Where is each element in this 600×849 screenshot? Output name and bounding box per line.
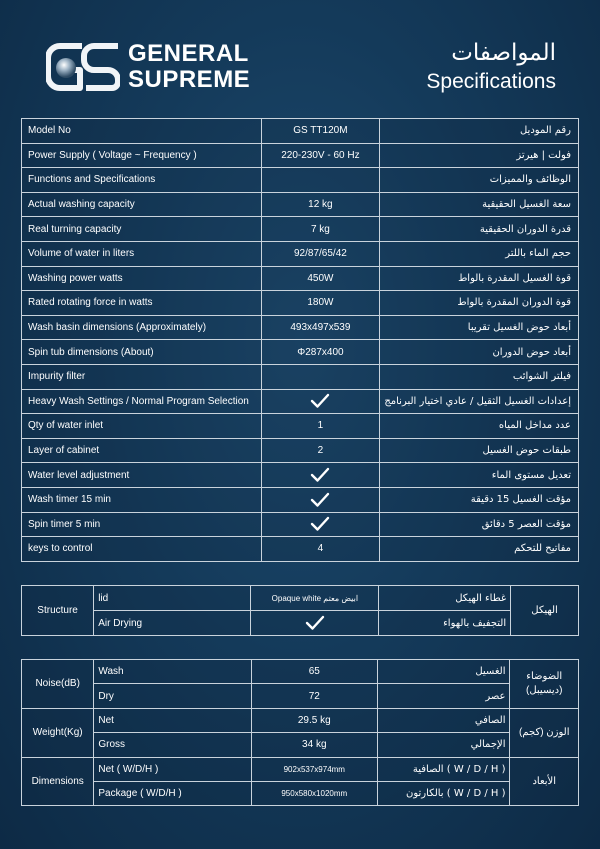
row-label-ar: عصر [377, 684, 510, 708]
table-row [22, 340, 579, 365]
spec-label-en: Volume of water in liters [22, 241, 262, 266]
check-icon [310, 393, 330, 409]
spec-label-ar: قوة الغسيل المقدرة بالواط [380, 266, 579, 291]
row-label-ar: بالكارتون ( W / D / H ) [377, 781, 510, 805]
spec-label-en: Water level adjustment [22, 463, 262, 488]
structure-table [21, 585, 579, 636]
spec-label-ar: مفاتيح للتحكم [380, 537, 579, 562]
row-label-en: Wash [94, 660, 251, 684]
spec-value: Φ287x400 [261, 340, 380, 365]
spec-label-ar: إعدادات الغسيل الثقيل / عادي اختيار البرنامج [380, 389, 579, 414]
spec-value [261, 389, 380, 414]
table-row [22, 487, 579, 512]
page-title-arabic: المواصفات [451, 40, 556, 66]
structure-label: Structure [22, 586, 94, 636]
weight-label-ar: الوزن (كجم) [510, 708, 579, 757]
row-value: 72 [251, 684, 377, 708]
spec-label-en: Wash basin dimensions (Approximately) [22, 315, 262, 340]
row-label-ar: الغسيل [377, 660, 510, 684]
table-row [22, 119, 579, 144]
spec-label-ar: رقم الموديل [380, 119, 579, 144]
spec-label-ar: فيلتر الشوائب [380, 364, 579, 389]
spec-value: 92/87/65/42 [261, 241, 380, 266]
row-value: 34 kg [251, 733, 377, 757]
physical-specs-table [21, 659, 579, 806]
check-icon [305, 615, 325, 631]
check-icon [310, 516, 330, 532]
spec-label-ar: قوة الدوران المقدرة بالواط [380, 291, 579, 316]
spec-value: 493x497x539 [261, 315, 380, 340]
table-row [22, 143, 579, 168]
check-icon [310, 467, 330, 483]
table-row [22, 781, 579, 805]
spec-value: GS TT120M [261, 119, 380, 144]
spec-value [261, 168, 380, 193]
table-row [22, 463, 579, 488]
spec-label-en: Model No [22, 119, 262, 144]
spec-label-en: Heavy Wash Settings / Normal Program Selection [22, 389, 262, 414]
spec-label-en: Spin tub dimensions (About) [22, 340, 262, 365]
spec-label-en: keys to control [22, 537, 262, 562]
spec-value [261, 487, 380, 512]
table-row [22, 217, 579, 242]
row-value: 950x580x1020mm [251, 781, 377, 805]
row-label-ar: التجفيف بالهواء [379, 611, 511, 636]
specs-table [21, 118, 579, 562]
table-row [22, 512, 579, 537]
dimensions-label: Dimensions [22, 757, 94, 806]
spec-value: 2 [261, 438, 380, 463]
table-row [22, 241, 579, 266]
spec-label-ar: طبقات حوض الغسيل [380, 438, 579, 463]
noise-label: Noise(dB) [22, 660, 94, 709]
table-row [22, 389, 579, 414]
spec-label-ar: مؤقت الغسيل 15 دقيقة [380, 487, 579, 512]
table-row [22, 192, 579, 217]
row-value: Opaque white ابيض معتم [251, 586, 379, 611]
table-row [22, 660, 579, 684]
row-label-en: lid [94, 586, 251, 611]
spec-value: 12 kg [261, 192, 380, 217]
spec-label-ar: مؤقت العصر 5 دقائق [380, 512, 579, 537]
spec-label-en: Qty of water inlet [22, 414, 262, 439]
spec-label-ar: الوظائف والمميزات [380, 168, 579, 193]
noise-label-ar: الضوضاء (ديسيبل) [510, 660, 579, 709]
spec-label-en: Rated rotating force in watts [22, 291, 262, 316]
table-row [22, 168, 579, 193]
spec-label-en: Wash timer 15 min [22, 487, 262, 512]
spec-label-ar: عدد مداخل المياه [380, 414, 579, 439]
table-row [22, 438, 579, 463]
row-value: 65 [251, 660, 377, 684]
brand-logo [46, 40, 250, 94]
weight-label: Weight(Kg) [22, 708, 94, 757]
spec-label-ar: قدرة الدوران الحقيقية [380, 217, 579, 242]
row-value [251, 611, 379, 636]
table-row [22, 733, 579, 757]
table-row [22, 708, 579, 732]
row-label-en: Package ( W/D/H ) [94, 781, 251, 805]
table-row [22, 414, 579, 439]
spec-label-en: Real turning capacity [22, 217, 262, 242]
spec-label-en: Functions and Specifications [22, 168, 262, 193]
row-label-ar: غطاء الهيكل [379, 586, 511, 611]
spec-label-ar: أبعاد حوض الغسيل تقريبا [380, 315, 579, 340]
spec-label-ar: فولت | هيرتز [380, 143, 579, 168]
spec-value: 220-230V - 60 Hz [261, 143, 380, 168]
row-label-ar: الصافية ( W / D / H ) [377, 757, 510, 781]
row-value: 902x537x974mm [251, 757, 377, 781]
spec-label-ar: تعديل مستوى الماء [380, 463, 579, 488]
row-label-en: Air Drying [94, 611, 251, 636]
dimensions-label-ar: الأبعاد [510, 757, 579, 806]
page-title: Specifications [426, 70, 556, 93]
spec-label-ar: سعة الغسيل الحقيقية [380, 192, 579, 217]
spec-label-en: Spin timer 5 min [22, 512, 262, 537]
table-row [22, 315, 579, 340]
table-row [22, 364, 579, 389]
row-value: 29.5 kg [251, 708, 377, 732]
spec-value [261, 364, 380, 389]
row-label-ar: الإجمالي [377, 733, 510, 757]
spec-value: 1 [261, 414, 380, 439]
table-row [22, 586, 579, 611]
spec-value [261, 512, 380, 537]
row-label-en: Gross [94, 733, 251, 757]
spec-value: 180W [261, 291, 380, 316]
spec-label-en: Actual washing capacity [22, 192, 262, 217]
spec-value: 7 kg [261, 217, 380, 242]
row-label-en: Dry [94, 684, 251, 708]
spec-label-ar: أبعاد حوض الدوران [380, 340, 579, 365]
brand-line-2: SUPREME [128, 66, 251, 93]
brand-line-1: GENERAL [128, 40, 249, 67]
row-label-en: Net [94, 708, 251, 732]
spec-value: 450W [261, 266, 380, 291]
check-icon [310, 492, 330, 508]
spec-label-en: Washing power watts [22, 266, 262, 291]
table-row [22, 684, 579, 708]
gs-logo-icon [46, 40, 120, 94]
spec-label-en: Layer of cabinet [22, 438, 262, 463]
table-row [22, 757, 579, 781]
spec-label-en: Impurity filter [22, 364, 262, 389]
structure-label-ar: الهيكل [511, 586, 579, 636]
spec-label-en: Power Supply ( Voltage ~ Frequency ) [22, 143, 262, 168]
spec-value [261, 463, 380, 488]
table-row [22, 266, 579, 291]
table-row [22, 291, 579, 316]
table-row [22, 537, 579, 562]
spec-label-ar: حجم الماء باللتر [380, 241, 579, 266]
spec-value: 4 [261, 537, 380, 562]
row-label-en: Net ( W/D/H ) [94, 757, 251, 781]
row-label-ar: الصافي [377, 708, 510, 732]
table-row [22, 611, 579, 636]
